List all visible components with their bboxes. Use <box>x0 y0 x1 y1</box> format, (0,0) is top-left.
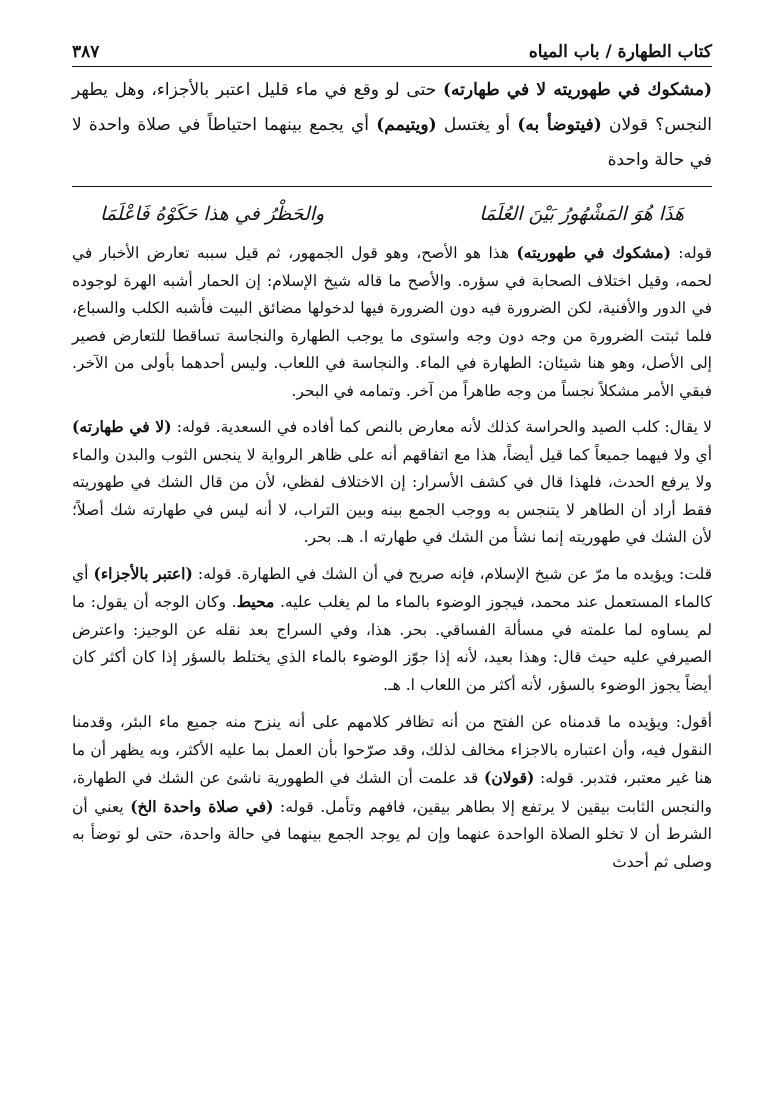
text-segment: يعني أن الشرط أن لا تخلو الصلاة الواحدة عنهما وإن لم يوجد الجمع بينهما في حالة واحدة، حتى لو توضأ به وصلى ثم أحدث <box>72 797 712 871</box>
running-header <box>72 36 712 67</box>
commentary-paragraph-3 <box>72 560 712 700</box>
quoted-phrase: (في صلاة واحدة الخ) <box>130 796 274 816</box>
text-segment: أي يجمع بينهما احتياطاً في صلاة واحدة لا في حالة واحدة <box>72 115 712 170</box>
text-segment: حتى لو وقع في ماء قليل اعتبر بالأجزاء، وهل يطهر النجس؟ قولان <box>72 80 713 135</box>
quoted-phrase: (فيتوضأ به) <box>517 115 602 135</box>
quoted-phrase: (اعتبر بالأجزاء) <box>93 563 193 583</box>
paragraph-gap <box>72 699 712 709</box>
quoted-phrase: (لا في طهارته) <box>72 417 172 436</box>
poem-verse <box>72 193 712 239</box>
commentary-paragraph-4 <box>72 709 712 876</box>
quoted-phrase: (مشكوك في طهوريته لا في طهارته) <box>442 80 712 100</box>
page-number: ٣٨٧ <box>72 42 100 62</box>
paragraph-gap <box>72 405 712 413</box>
source-reference: محيط <box>236 592 275 611</box>
verse-hemistich-1: هَذَا هُوَ المَشْهُورُ بَيْنَ العُلَمَا <box>479 203 684 225</box>
paragraph-gap <box>72 552 712 560</box>
verse-hemistich-2: والحَظْرُ في هذا حَكَوْهُ فَاعْلَمَا <box>100 203 325 225</box>
commentary-paragraph-2 <box>72 413 712 552</box>
text-segment: لا يقال: كلب الصيد والحراسة كذلك لأنه معارض بالنص كما أفاده في السعدية. قوله: <box>171 418 712 436</box>
text-segment: أو يغتسل <box>436 115 518 135</box>
commentary-paragraph-1 <box>72 239 712 405</box>
main-text <box>72 73 712 178</box>
text-segment: . وكان الوجه أن يقول: ما لم يساوه لما علمته في مسألة الفساقي. بحر. هذا، وفي السراج بعد نقله عن الوجيز: واعترض الصيرفي عليه حيث قال: وهذا بعيد، لأنه إذا جوّز الوضوء بالماء الذي يختلط بالسؤر إذا كان أكثر كان أيضاً يجوز الوضوء بالسؤر، لأنه أكثر من اللعاب ا. هـ. <box>72 593 712 694</box>
text-segment: هذا هو الأصح، وهو قول الجمهور، ثم قيل سببه تعارض الأخبار في لحمه، وقيل اختلاف الصحابة في سؤره. والأصح ما قاله شيخ الإسلام: إن الحمار أشبه الهرة لوجوده في الدور والأفنية، لكن الضرورة فيه دون الضرورة فيها لدخولها مضائق البيت فأشبه الكلب والسباع، فلما ثبتت الضرورة من وجه دون وجه واستوى ما يوجب الطهارة والنجاسة تساقطا للتعارض فصير إلى الأصل، وهو هنا شيئان: الطهارة في الماء. والنجاسة في اللعاب. وليس أحدهما بأولى من الآخر. فبقي الأمر مشكلاً نجساً من وجه طاهراً من آخر. وتمامه في البحر. <box>72 244 712 400</box>
separator-line <box>72 186 712 187</box>
text-segment: قد علمت أن الشك في الطهورية ناشئ عن الشك في الطهارة، والنجس الثابت بيقين لا يرتفع إلا بطاهر بيقين، فافهم وتأمل. قوله: <box>72 769 712 816</box>
quoted-phrase: (قولان) <box>484 768 535 787</box>
text-segment: قلت: ويؤيده ما مرّ عن شيخ الإسلام، فإنه صريح في أن الشك في الطهارة. قوله: <box>192 564 712 583</box>
chapter-title: كتاب الطهارة / باب المياه <box>528 42 712 62</box>
text-segment: أي ولا فيهما جميعاً كما قيل أيضاً، هذا مع اتفاقهم أنه على ظاهر الرواية لا ينجس الثوب والبدن والماء ولا يرفع الحدث، فلهذا قال في كشف الأسرار: إن الاختلاف لفظي، لأن من قال الشك في طهوريته فقط أراد أن الطاهر لا يتنجس به ووجب الجمع بينه وبين التراب، لا أنه ليس في طهارته شك أصلاً؛ لأن الشك في طهوريته إنما نشأ من الشك في طهارته ا. هـ. بحر. <box>72 445 712 546</box>
quoted-phrase: (ويتيمم) <box>376 115 437 135</box>
text-segment: أقول: ويؤيده ما قدمناه عن الفتح من أنه تظافر كلامهم على أنه ينزح منه جميع ماء البئر، وقدمنا النقول فيه، وأن اعتباره بالاجزاء مخالف لذلك، وقد صرّحوا بأن العمل بما عليه الأكثر، وبه يظهر أن ما هنا غير معتبر، فتدبر. قوله: <box>72 713 712 787</box>
book-page <box>72 36 712 876</box>
text-segment: أي كالماء المستعمل عند محمد، فيجوز الوضوء بالماء ما لم يغلب عليه. <box>72 564 712 611</box>
text-segment: قوله: <box>670 244 712 262</box>
quoted-phrase: (مشكوك في طهوريته) <box>516 243 671 262</box>
